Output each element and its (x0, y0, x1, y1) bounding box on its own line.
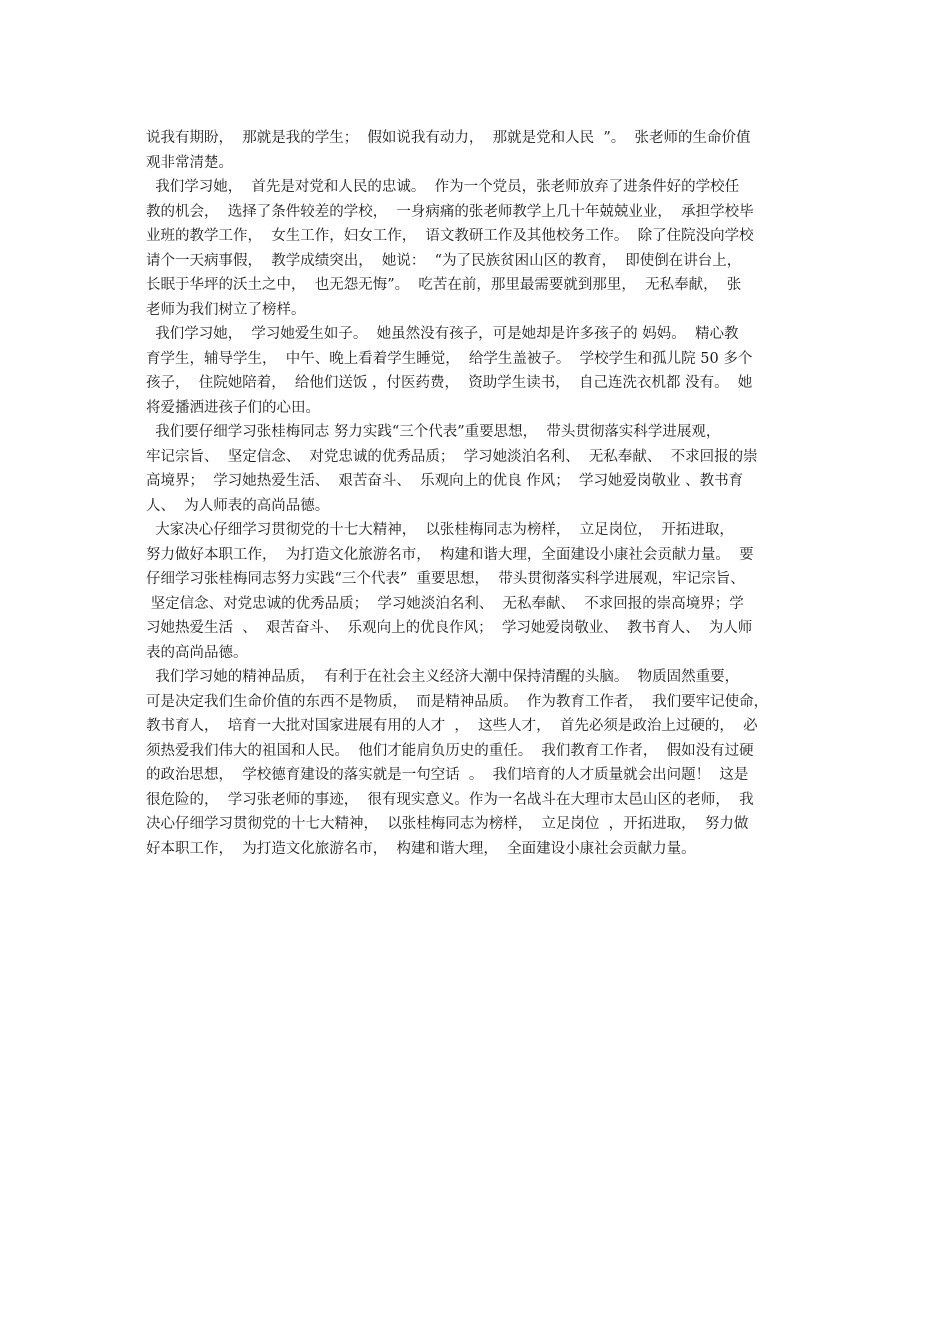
text-line: 说我有期盼， 那就是我的学生； 假如说我有动力， 那就是党和人民 ”。 张老师的生命价值 (146, 130, 751, 146)
text-line: 努力做好本职工作， 为打造文化旅游名市， 构建和谐大理，全面建设小康社会贡献力量。 要 (146, 546, 754, 563)
body-text (146, 126, 822, 861)
text-line: 教的机会， 选择了条件较差的学校， 一身病痛的张老师教学上几十年兢兢业业， 承担学校毕 (146, 203, 754, 220)
text-line: 我们学习她， 首先是对党和人民的忠诚。 作为一个党员，张老师放弃了进条件好的学校任 (146, 179, 740, 195)
text-line: 须热爱我们伟大的祖国和人民。 他们才能肩负历史的重任。 我们教育工作者， 假如没有过硬 (146, 742, 754, 759)
text-line: 的政治思想， 学校德育建设的落实就是一句空话 。 我们培育的人才质量就会出问题！ 这是 (146, 767, 749, 783)
text-line: 我们学习她的精神品质， 有利于在社会主义经济大潮中保持清醒的头脑。 物质固然重要， (146, 669, 740, 685)
text-line: 牢记宗旨、 坚定信念、 对党忠诚的优秀品质； 学习她淡泊名利、 无私奉献、 不求回报的崇 (146, 448, 758, 465)
text-line: 将爱播洒进孩子们的心田。 (146, 399, 320, 416)
text-line: 观非常清楚。 (146, 154, 233, 171)
text-line: 坚定信念、对党忠诚的优秀品质； 学习她淡泊名利、 无私奉献、 不求回报的崇高境界；学 (146, 595, 744, 612)
text-line: 育学生，辅导学生， 中午、晚上看着学生睡觉， 给学生盖被子。 学校学生和孤儿院 50 多个 (146, 350, 753, 367)
text-line: 长眠于华坪的沃土之中， 也无怨无悔”。 吃苦在前，那里最需要就到那里， 无私奉献， 张 (146, 277, 742, 293)
text-line: 仔细学习张桂梅同志努力实践“三个代表” 重要思想， 带头贯彻落实科学进展观，牢记宗旨、 (146, 571, 745, 587)
text-line: 孩子， 住院她陪着， 给他们送饭 ，付医药费， 资助学生读书， 自己连洗衣机都 没有。 她 (146, 375, 753, 391)
text-line: 大家决心仔细学习贯彻党的十七大精神， 以张桂梅同志为榜样， 立足岗位， 开拓进取， (146, 522, 734, 538)
text-line: 老师为我们树立了榜样。 (146, 301, 306, 318)
text-line: 好本职工作， 为打造文化旅游名市， 构建和谐大理， 全面建设小康社会贡献力量。 (146, 840, 696, 857)
text-line: 业班的教学工作， 女生工作，妇女工作， 语文教研工作及其他校务工作。 除了住院没向学校 (146, 228, 754, 244)
text-line: 人、 为人师表的高尚品德。 (146, 497, 330, 514)
text-line: 很危险的， 学习张老师的事迹， 很有现实意义。作为一名战斗在大理市太邑山区的老师， 我 (146, 791, 754, 808)
text-line: 我们学习她， 学习她爱生如子。 她虽然没有孩子，可是她却是许多孩子的 妈妈。 精心教 (146, 326, 739, 342)
text-line: 表的高尚品德。 (146, 644, 248, 661)
text-line: 决心仔细学习贯彻党的十七大精神， 以张桂梅同志为榜样， 立足岗位 ，开拓进取， 努力做 (146, 816, 749, 832)
text-line: 可是决定我们生命价值的东西不是物质， 而是精神品质。 作为教育工作者， 我们要牢记使命， (146, 693, 769, 710)
text-line: 教书育人， 培育一大批对国家进展有用的人才 ， 这些人才， 首先必须是政治上过硬的， 必 (146, 718, 758, 734)
text-line: 高境界； 学习她热爱生活、 艰苦奋斗、 乐观向上的优良 作风； 学习她爱岗敬业 、教书育 (146, 473, 744, 489)
text-line: 请个一天病事假， 教学成绩突出， 她说： “为了民族贫困山区的教育， 即使倒在讲台上， (146, 252, 742, 269)
text-line: 我们要仔细学习张桂梅同志 努力实践“三个代表”重要思想， 带头贯彻落实科学进展观， (146, 424, 721, 440)
text-line: 习她热爱生活 、 艰苦奋斗、 乐观向上的优良作风； 学习她爱岗敬业、 教书育人、 为人师 (146, 620, 753, 636)
